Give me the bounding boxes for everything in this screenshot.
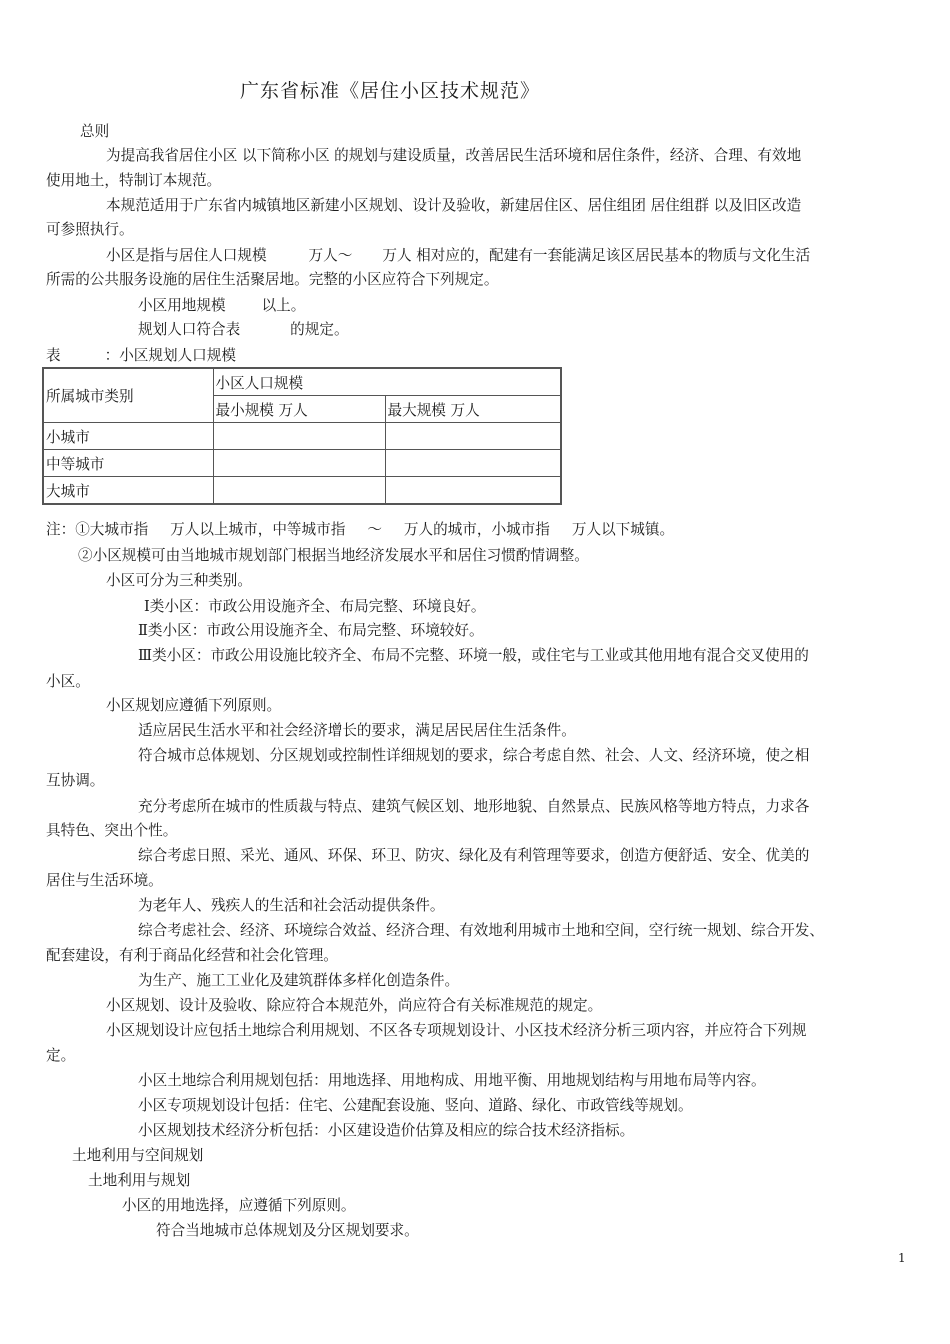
paragraph-line: 所需的公共服务设施的居住生活聚居地。完整的小区应符合下列规定。 (46, 271, 499, 288)
text-segment: ：小区规划人口规模 (104, 347, 236, 364)
list-item: 小区土地综合利用规划包括：用地选择、用地构成、用地平衡、用地规划结构与用地布局等内容。 (138, 1072, 766, 1089)
table-cell (213, 450, 385, 477)
text-segment: 小区用地规模 (138, 297, 226, 314)
paragraph-line: 配套建设，有利于商品化经营和社会化管理。 (46, 947, 338, 964)
paragraph-line (106, 246, 810, 266)
text-segment: 万人～ (308, 247, 353, 264)
text-segment: 注：①大城市指 (46, 521, 149, 538)
text-segment: 万人 相对应的，配建有一套能满足该区居民基本的物质与文化生活 (382, 247, 811, 264)
paragraph-line: 使用地土，特制订本规范。 (46, 172, 222, 189)
list-item: Ⅱ类小区：市政公用设施齐全、布局完整、环境较好。 (138, 622, 484, 639)
paragraph-line: 为提高我省居住小区 以下简称小区 的规划与建设质量，改善居民生活环境和居住条件，经济、合理、有效地 (106, 147, 802, 164)
list-item: Ⅲ类小区：市政公用设施比较齐全、布局不完整、环境一般，或住宅与工业或其他用地有混合交叉使用的 (138, 647, 809, 664)
text-segment: 的规定。 (290, 321, 349, 338)
table-cell: 小城市 (43, 423, 213, 450)
table-cell (385, 477, 561, 505)
paragraph-line: 小区可分为三种类别。 (106, 572, 252, 589)
table-header-row (43, 368, 561, 396)
text-segment: 万人以下城镇。 (571, 521, 675, 538)
list-item: 为生产、施工工业化及建筑群体多样化创造条件。 (138, 972, 460, 989)
text-segment: 以上。 (261, 297, 306, 314)
section-heading: 土地利用与空间规划 (72, 1147, 204, 1164)
list-item: 小区专项规划设计包括：住宅、公建配套设施、竖向、道路、绿化、市政管线等规划。 (138, 1097, 693, 1114)
text-segment: 万人以上城市，中等城市指 (170, 521, 346, 538)
paragraph-line: 具特色、突出个性。 (46, 822, 178, 839)
paragraph-line: 小区的用地选择，应遵循下列原则。 (122, 1197, 356, 1214)
paragraph-line: 小区规划设计应包括土地综合利用规划、不区各专项规划设计、小区技术经济分析三项内容，并应符合下列规 (106, 1022, 807, 1039)
paragraph-line: 可参照执行。 (46, 221, 134, 238)
table-cell (385, 423, 561, 450)
text-segment: 万人的城市，小城市指 (403, 521, 550, 538)
list-item: 综合考虑日照、采光、通风、环保、环卫、防灾、绿化及有利管理等要求，创造方便舒适、安全、优美的 (138, 847, 810, 864)
document-title: 广东省标准《居住小区技术规范》 (240, 80, 541, 102)
text-segment: 小区是指与居住人口规模 (106, 247, 267, 264)
subsection-heading: 土地利用与规划 (88, 1172, 191, 1189)
paragraph-line: 定。 (46, 1047, 76, 1064)
section-heading-general: 总则 (80, 123, 110, 140)
list-item: 综合考虑社会、经济、环境综合效益、经济合理、有效地利用城市土地和空间，空行统一规划、综合开发、 (138, 922, 824, 939)
list-item: 符合当地城市总体规划及分区规划要求。 (156, 1222, 419, 1239)
list-item: 符合城市总体规划、分区规划或控制性详细规划的要求，综合考虑自然、社会、人文、经济环境，使之相 (138, 747, 810, 764)
list-item: 为老年人、残疾人的生活和社会活动提供条件。 (138, 897, 445, 914)
table-cell (385, 450, 561, 477)
table-cell: 大城市 (43, 477, 213, 505)
table-cell: 中等城市 (43, 450, 213, 477)
table-header-cell: 最大规模 万人 (385, 396, 561, 423)
table-row (43, 423, 561, 450)
paragraph-line: 小区规划、设计及验收、除应符合本规范外，尚应符合有关标准规范的规定。 (106, 997, 603, 1014)
table-row (43, 477, 561, 505)
table-header-cell: 小区人口规模 (213, 368, 561, 396)
list-item: 适应居民生活水平和社会经济增长的要求，满足居民居住生活条件。 (138, 722, 576, 739)
table-note (46, 520, 674, 540)
table-caption (46, 346, 236, 366)
table-row (43, 450, 561, 477)
text-segment: 表 (46, 347, 61, 364)
table-cell (213, 423, 385, 450)
list-item (138, 296, 305, 316)
page-number: 1 (898, 1251, 906, 1265)
paragraph-line: 居住与生活环境。 (46, 872, 163, 889)
text-segment: ～ (367, 521, 382, 538)
text-segment: 规划人口符合表 (138, 321, 241, 338)
population-scale-table (42, 367, 562, 505)
list-item: Ⅰ类小区：市政公用设施齐全、布局完整、环境良好。 (144, 598, 486, 615)
list-item: 充分考虑所在城市的性质裁与特点、建筑气候区划、地形地貌、自然景点、民族风格等地方特点，力求各 (138, 798, 810, 815)
paragraph-line: 小区规划应遵循下列原则。 (106, 697, 282, 714)
paragraph-line: 本规范适用于广东省内城镇地区新建小区规划、设计及验收，新建居住区、居住组团 居住组群 以及旧区改造 (106, 197, 802, 214)
table-header-cell: 最小规模 万人 (213, 396, 385, 423)
table-cell (213, 477, 385, 505)
list-item: 小区规划技术经济分析包括：小区建设造价估算及相应的综合技术经济指标。 (138, 1122, 635, 1139)
list-item (138, 320, 349, 340)
paragraph-line: 互协调。 (46, 772, 105, 789)
table-header-cell: 所属城市类别 (43, 368, 213, 423)
table-note: ②小区规模可由当地城市规划部门根据当地经济发展水平和居住习惯酌情调整。 (78, 547, 589, 564)
paragraph-line: 小区。 (46, 673, 90, 690)
